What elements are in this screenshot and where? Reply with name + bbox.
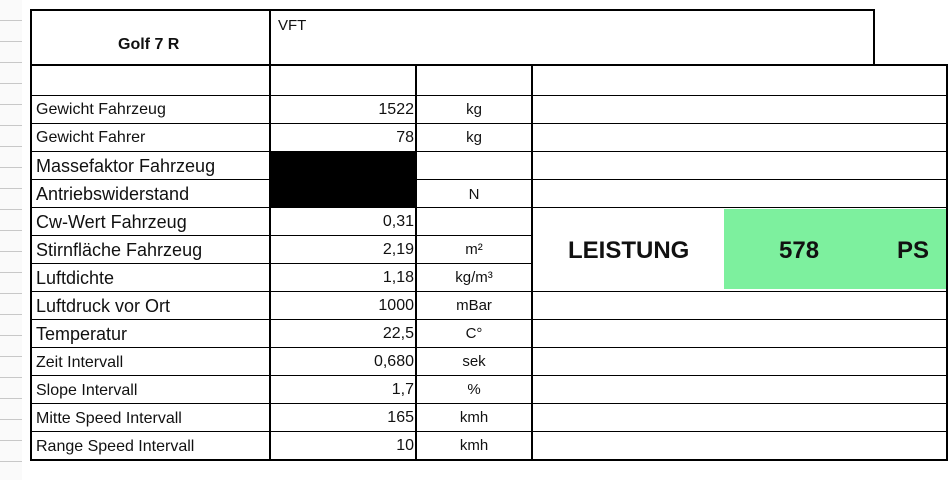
- unit-cell-slope-intervall[interactable]: %: [467, 381, 481, 398]
- grid-line: [30, 9, 875, 11]
- power-unit-cell[interactable]: PS: [897, 237, 930, 264]
- gutter-line: [0, 146, 22, 147]
- grid-line: [946, 66, 948, 461]
- gutter-line: [0, 440, 22, 441]
- value-cell-luftdichte[interactable]: 1,18: [382, 269, 414, 286]
- label-cell-mitte-speed[interactable]: Mitte Speed Intervall: [36, 410, 182, 427]
- label-cell-stirnflaeche[interactable]: Stirnfläche Fahrzeug: [36, 240, 203, 260]
- row-header-gutter: [0, 0, 22, 480]
- label-cell-temperatur[interactable]: Temperatur: [36, 324, 128, 344]
- gutter-line: [0, 272, 22, 273]
- value-cell-gewicht-fahrzeug[interactable]: 1522: [378, 101, 414, 118]
- grid-line: [30, 319, 948, 320]
- label-cell-gewicht-fahrer[interactable]: Gewicht Fahrer: [36, 129, 146, 146]
- gutter-line: [0, 125, 22, 126]
- gutter-line: [0, 293, 22, 294]
- label-cell-slope-intervall[interactable]: Slope Intervall: [36, 382, 138, 399]
- grid-line: [30, 403, 948, 404]
- grid-line: [30, 207, 948, 208]
- value-cell-zeit-intervall[interactable]: 0,680: [373, 353, 414, 370]
- value-cell-luftdruck[interactable]: 1000: [378, 297, 414, 314]
- grid-line: [30, 95, 948, 96]
- gutter-line: [0, 335, 22, 336]
- label-cell-zeit-intervall[interactable]: Zeit Intervall: [36, 354, 124, 371]
- grid-line: [30, 235, 532, 236]
- gutter-line: [0, 356, 22, 357]
- gutter-line: [0, 167, 22, 168]
- grid-line: [30, 151, 948, 152]
- gutter-line: [0, 83, 22, 84]
- unit-cell-stirnflaeche[interactable]: m²: [465, 241, 483, 258]
- value-cell-slope-intervall[interactable]: 1,7: [391, 381, 414, 398]
- unit-cell-gewicht-fahrzeug[interactable]: kg: [466, 101, 482, 118]
- label-cell-cw-wert[interactable]: Cw-Wert Fahrzeug: [36, 212, 187, 232]
- gutter-line: [0, 188, 22, 189]
- gutter-line: [0, 230, 22, 231]
- unit-cell-gewicht-fahrer[interactable]: kg: [466, 129, 482, 146]
- value-cell-range-speed[interactable]: 10: [396, 437, 414, 454]
- gutter-line: [0, 62, 22, 63]
- gutter-line: [0, 20, 22, 21]
- unit-cell-zeit-intervall[interactable]: sek: [462, 353, 486, 370]
- label-cell-range-speed[interactable]: Range Speed Intervall: [36, 438, 195, 455]
- unit-cell-mitte-speed[interactable]: kmh: [459, 409, 489, 426]
- leistung-label-cell[interactable]: LEISTUNG: [568, 237, 690, 264]
- grid-line: [30, 375, 948, 376]
- gutter-line: [0, 251, 22, 252]
- value-cell-cw-wert[interactable]: 0,31: [382, 213, 414, 230]
- value-cell-temperatur[interactable]: 22,5: [382, 325, 414, 342]
- unit-cell-luftdichte[interactable]: kg/m³: [455, 269, 493, 286]
- gutter-line: [0, 377, 22, 378]
- value-cell-stirnflaeche[interactable]: 2,19: [382, 241, 414, 258]
- note-cell[interactable]: VFT: [278, 17, 307, 34]
- label-cell-luftdruck[interactable]: Luftdruck vor Ort: [36, 296, 171, 316]
- grid-line: [873, 9, 875, 66]
- label-cell-gewicht-fahrzeug[interactable]: Gewicht Fahrzeug: [36, 101, 166, 118]
- grid-line: [30, 179, 948, 180]
- grid-line: [30, 459, 948, 461]
- grid-line: [30, 431, 948, 432]
- grid-line: [30, 291, 948, 292]
- label-cell-antriebswiderstand[interactable]: Antriebswiderstand: [36, 184, 190, 204]
- unit-cell-luftdruck[interactable]: mBar: [456, 297, 492, 314]
- gutter-line: [0, 209, 22, 210]
- unit-cell-range-speed[interactable]: kmh: [459, 437, 489, 454]
- label-cell-luftdichte[interactable]: Luftdichte: [36, 268, 115, 288]
- grid-line: [30, 347, 948, 348]
- unit-cell-temperatur[interactable]: C°: [465, 325, 483, 342]
- gutter-line: [0, 104, 22, 105]
- grid-line: [30, 64, 948, 66]
- label-cell-massefaktor[interactable]: Massefaktor Fahrzeug: [36, 156, 216, 176]
- value-cell-gewicht-fahrer[interactable]: 78: [396, 129, 414, 146]
- gutter-line: [0, 398, 22, 399]
- gutter-line: [0, 419, 22, 420]
- grid-line: [30, 263, 532, 264]
- power-value-cell[interactable]: 578: [779, 237, 820, 264]
- vehicle-title-cell[interactable]: Golf 7 R: [118, 36, 180, 53]
- gutter-line: [0, 461, 22, 462]
- unit-cell-antriebswiderstand[interactable]: N: [468, 186, 480, 203]
- grid-line: [30, 123, 948, 124]
- value-cell-mitte-speed[interactable]: 165: [387, 409, 414, 426]
- gutter-line: [0, 41, 22, 42]
- gutter-line: [0, 314, 22, 315]
